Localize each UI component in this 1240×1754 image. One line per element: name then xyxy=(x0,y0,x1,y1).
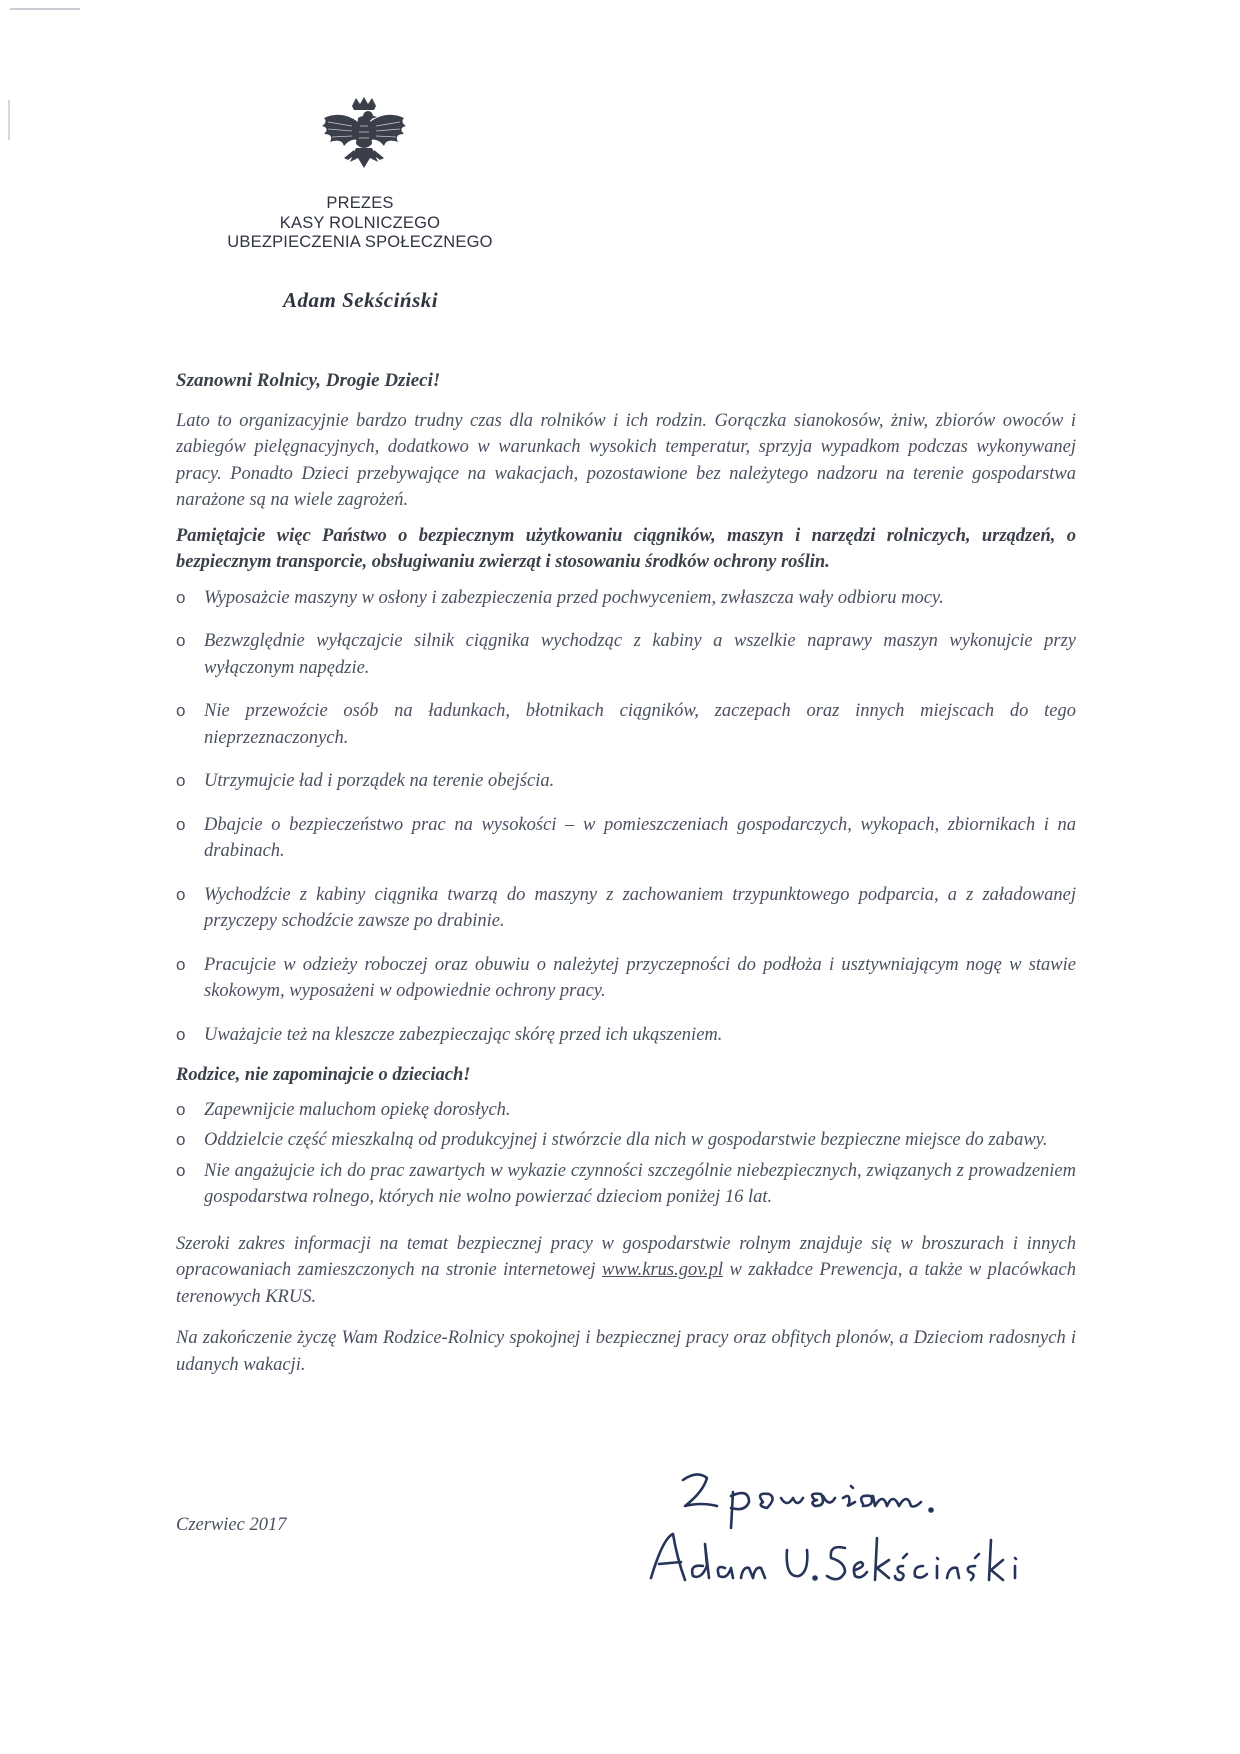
author-name: Adam Sekściński xyxy=(283,288,439,312)
children-heading: Rodzice, nie zapominajcie o dzieciach! xyxy=(176,1065,471,1085)
letter-body xyxy=(176,368,1076,1387)
list-item: o Dbajcie o bezpieczeństwo prac na wysokości – w pomieszczeniach gospodarczych, wykopach, zbiornikach i na drabinach. xyxy=(176,812,1076,865)
children-tips-list xyxy=(176,1097,1076,1211)
list-item: o Uważajcie też na kleszcze zabezpieczając skórę przed ich ukąszeniem. xyxy=(176,1022,1076,1049)
greeting: Szanowni Rolnicy, Drogie Dzieci! xyxy=(176,370,441,391)
list-item: o Wyposażcie maszyny w osłony i zabezpieczenia przed pochwyceniem, zwłaszcza wały odbioru mocy. xyxy=(176,585,1076,612)
info-paragraph xyxy=(176,1231,1076,1311)
polish-eagle-emblem-icon xyxy=(314,96,414,196)
list-item: o Nie angażujcie ich do prac zawartych w wykazie czynności szczególnie niebezpiecznych, związanych z prowadzeniem gospodarstwa rolnego, których nie wolno powierzać dzieciom poniżej 16 lat. xyxy=(176,1158,1076,1211)
list-item: o Nie przewoźcie osób na ładunkach, błotnikach ciągników, zaczepach oraz innych miejscach do tego nieprzeznaczonych. xyxy=(176,698,1076,751)
letter-date: Czerwiec 2017 xyxy=(176,1515,287,1535)
info-text: w zakładce Prewencja, a także w placówkach terenowych KRUS. xyxy=(176,1260,1076,1307)
list-item: o Wychodźcie z kabiny ciągnika twarzą do maszyny z zachowaniem trzypunktowego podparcia, a z załadowanej przyczepy schodźcie zawsze po drabinie. xyxy=(176,882,1076,935)
list-item: o Zapewnijcie maluchom opiekę dorosłych. xyxy=(176,1097,1076,1124)
list-item: o Pracujcie w odzieży roboczej oraz obuwiu o należytej przyczepności do podłoża i usztywniającym nogę w stawie skokowym, wyposażeni w odpowiednie ochrony pracy. xyxy=(176,952,1076,1005)
letterhead-line: PREZES xyxy=(326,194,394,212)
intro-paragraph: Lato to organizacyjnie bardzo trudny czas dla rolników i ich rodzin. Gorączka sianokosów, żniw, zbiorów owoców i zabiegów pielęgnacyjnych, dodatkowo w warunkach wysokich temperatur, sprzyja wypadkom podczas wykonywanej pracy. Ponadto Dzieci przebywające na wakacjach, pozostawione bez należytego nadzoru na terenie gospodarstwa narażone są na wiele zagrożeń. xyxy=(176,410,1076,510)
letterhead xyxy=(190,194,530,253)
closing-paragraph: Na zakończenie życzę Wam Rodzice-Rolnicy spokojnej i bezpiecznej pracy oraz obfitych plonów, a Dzieciom radosnych i udanych wakacji. xyxy=(176,1328,1076,1375)
list-item: o Bezwzględnie wyłączajcie silnik ciągnika wychodząc z kabiny a wszelkie naprawy maszyn wykonujcie przy wyłączonym napędzie. xyxy=(176,628,1076,681)
letterhead-line: UBEZPIECZENIA SPOŁECZNEGO xyxy=(227,233,493,251)
scan-artifact xyxy=(8,100,10,140)
list-item: o Utrzymujcie ład i porządek na terenie obejścia. xyxy=(176,768,1076,795)
scan-artifact xyxy=(10,8,80,10)
list-item: o Oddzielcie część mieszkalną od produkcyjnej i stwórzcie dla nich w gospodarstwie bezpieczne miejsce do zabawy. xyxy=(176,1127,1076,1154)
krus-website-link[interactable]: www.krus.gov.pl xyxy=(601,1260,724,1280)
safety-tips-list xyxy=(176,585,1076,1049)
handwritten-signature xyxy=(645,1462,1065,1612)
appeal-paragraph: Pamiętajcie więc Państwo o bezpiecznym użytkowaniu ciągników, maszyn i narzędzi rolniczych, urządzeń, o bezpiecznym transporcie, obsługiwaniu zwierząt i stosowaniu środków ochrony roślin. xyxy=(176,525,1076,572)
info-text: Szeroki zakres informacji na temat bezpiecznej pracy w gospodarstwie rolnym znajduje się w broszurach i innych opracowaniach zamieszczonych na stronie internetowej xyxy=(176,1233,1076,1280)
letterhead-line: KASY ROLNICZEGO xyxy=(279,213,441,232)
